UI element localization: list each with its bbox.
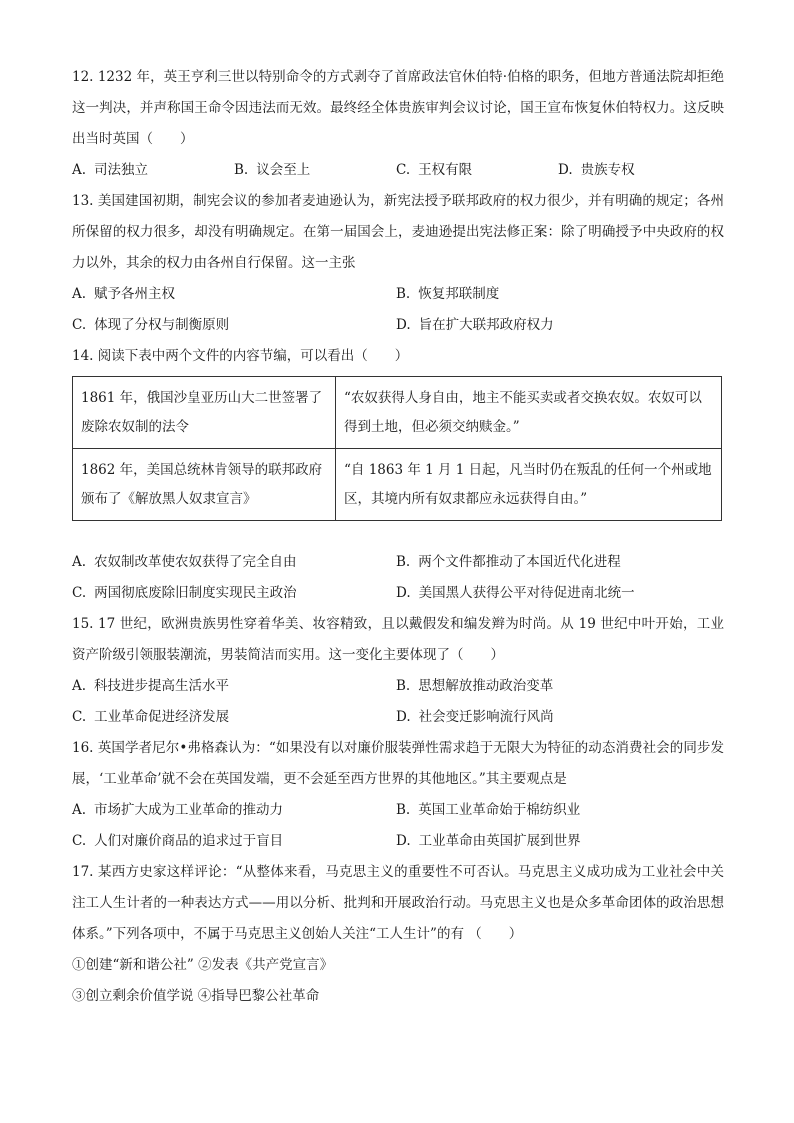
option-a: A. 科技进步提高生活水平 — [72, 678, 230, 694]
option-b: B. 两个文件都推动了本国近代化进程 — [396, 554, 621, 570]
question-12-options — [72, 155, 724, 186]
table-row — [73, 449, 722, 521]
option-c: C. 工业革命促进经济发展 — [72, 709, 230, 725]
question-17 — [72, 857, 724, 1012]
option-a: A. 司法独立 — [72, 162, 149, 178]
table-cell: 1861 年，俄国沙皇亚历山大二世签署了废除农奴制的法令 — [73, 377, 336, 449]
question-17-items-line2: ③创立剩余价值学说 ④指导巴黎公社革命 — [72, 988, 320, 1004]
option-c: C. 人们对廉价商品的追求过于盲目 — [72, 833, 284, 849]
question-12 — [72, 62, 724, 186]
question-16 — [72, 733, 724, 857]
option-d: D. 工业革命由英国扩展到世界 — [396, 833, 581, 849]
option-b: B. 恢复邦联制度 — [396, 286, 500, 302]
question-15-options-row2 — [72, 702, 724, 733]
question-13-stem: 13. 美国建国初期，制宪会议的参加者麦迪逊认为，新宪法授予联邦政府的权力很少，并有明确的规定；各州所保留的权力很多，却没有明确规定。在第一届国会上，麦迪逊提出宪法修正案：除了明确授予中央政府的权力以外，其余的权力由各州自行保留。这一主张 — [72, 193, 724, 271]
table-cell: “自 1863 年 1 月 1 日起，凡当时仍在叛乱的任何一个州或地区，其境内所有奴隶都应永远获得自由。” — [336, 449, 722, 521]
option-d: D. 美国黑人获得公平对待促进南北统一 — [396, 585, 635, 601]
question-15-stem: 15. 17 世纪，欧洲贵族男性穿着华美、妆容精致，且以戴假发和编发辫为时尚。从 19 世纪中叶开始，工业资产阶级引领服装潮流，男装简洁而实用。这一变化主要体现了（ ） — [72, 616, 724, 663]
option-b: B. 议会至上 — [234, 162, 311, 178]
question-17-stem: 17. 某西方史家这样评论：“从整体来看，马克思主义的重要性不可否认。马克思主义成功成为工业社会中关注工人生计者的一种表达方式——用以分析、批判和开展政治行动。马克思主义也是众多革命团体的政治思想体系。”下列各项中，不属于马克思主义创始人关注“工人生计”的有 （ ） — [72, 864, 724, 942]
option-a: A. 市场扩大成为工业革命的推动力 — [72, 802, 284, 818]
question-17-items-line1: ①创建“新和谐公社” ②发表《共产党宣言》 — [72, 957, 334, 973]
option-d: D. 社会变迁影响流行风尚 — [396, 709, 554, 725]
option-d: D. 贵族专权 — [558, 162, 635, 178]
question-14 — [72, 341, 724, 609]
option-c: C. 体现了分权与制衡原则 — [72, 317, 230, 333]
question-13-options-row1 — [72, 279, 724, 310]
table-cell: “农奴获得人身自由，地主不能买卖或者交换农奴。农奴可以得到土地，但必须交纳赎金。” — [336, 377, 722, 449]
option-b: B. 英国工业革命始于棉纺织业 — [396, 802, 581, 818]
question-16-options-row2 — [72, 826, 724, 857]
option-d: D. 旨在扩大联邦政府权力 — [396, 317, 554, 333]
option-a: A. 农奴制改革使农奴获得了完全自由 — [72, 554, 297, 570]
question-13 — [72, 186, 724, 341]
question-12-stem: 12. 1232 年，英王亨利三世以特别命令的方式剥夺了首席政法官休伯特·伯格的职务，但地方普通法院却拒绝这一判决，并声称国王命令因违法而无效。最终经全体贵族审判会议讨论，国王宣布恢复休伯特权力。这反映出当时英国（ ） — [72, 69, 724, 147]
table-row — [73, 377, 722, 449]
option-a: A. 赋予各州主权 — [72, 286, 176, 302]
option-c: C. 两国彻底废除旧制度实现民主政治 — [72, 585, 297, 601]
question-14-options-row1 — [72, 547, 724, 578]
question-13-options-row2 — [72, 310, 724, 341]
question-14-options-row2 — [72, 578, 724, 609]
documents-table — [72, 376, 722, 521]
table-cell: 1862 年，美国总统林肯领导的联邦政府颁布了《解放黑人奴隶宣言》 — [73, 449, 336, 521]
question-15-options-row1 — [72, 671, 724, 702]
option-b: B. 思想解放推动政治变革 — [396, 678, 554, 694]
question-15 — [72, 609, 724, 733]
question-16-stem: 16. 英国学者尼尔•弗格森认为：“如果没有以对廉价服装弹性需求趋于无限大为特征的动态消费社会的同步发展，‘工业革命’就不会在英国发端，更不会延至西方世界的其他地区。”其主要观点是 — [72, 740, 724, 787]
question-14-stem: 14. 阅读下表中两个文件的内容节编，可以看出（ ） — [72, 348, 409, 364]
question-16-options-row1 — [72, 795, 724, 826]
option-c: C. 王权有限 — [396, 162, 473, 178]
